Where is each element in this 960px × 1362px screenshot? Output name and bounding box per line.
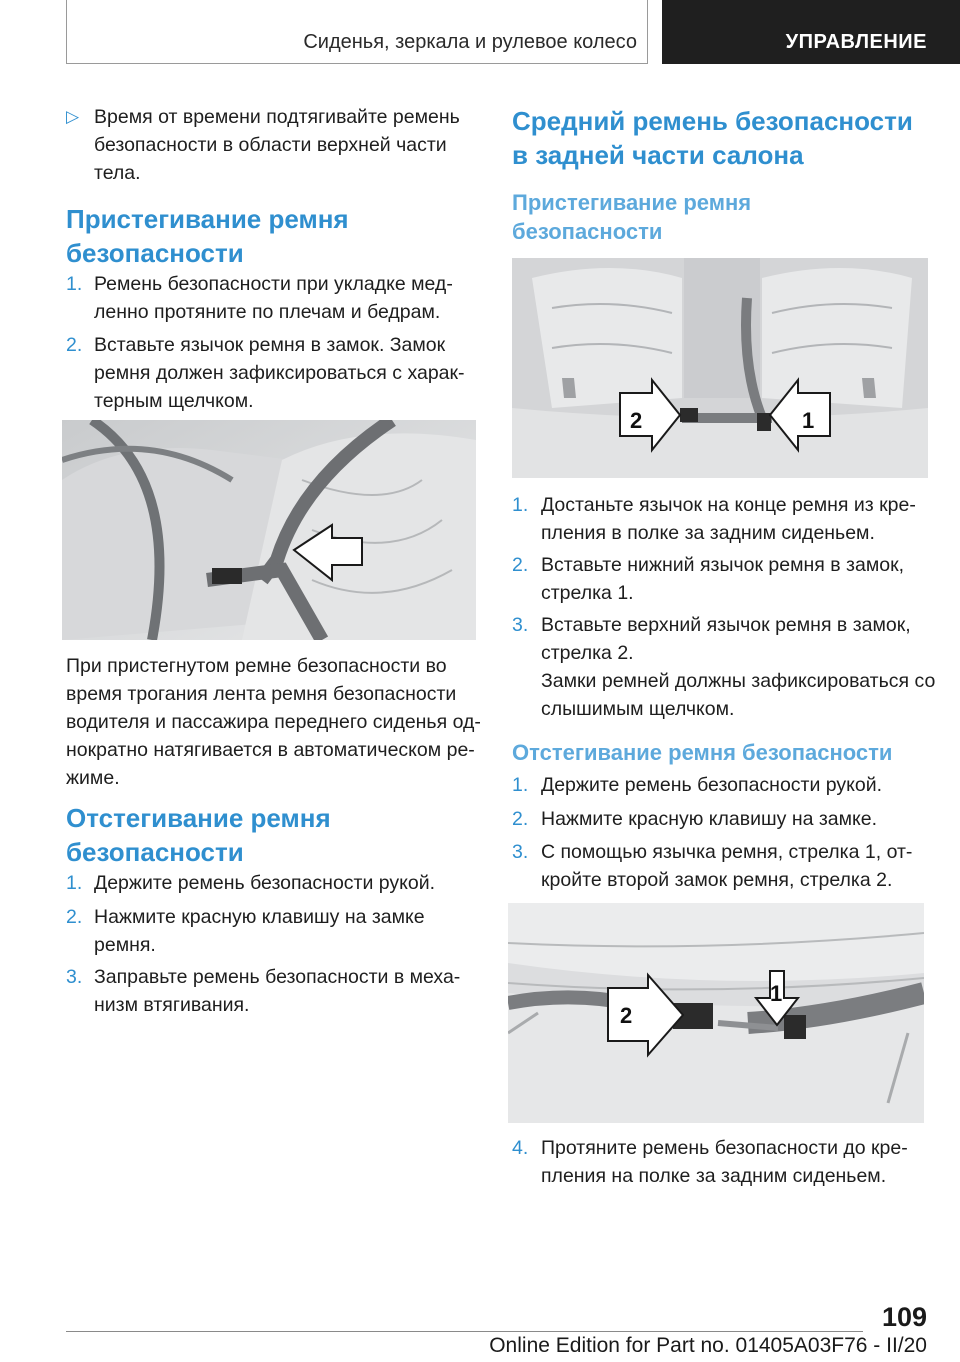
step-text: стрелка 2. [541, 642, 634, 664]
paragraph-line: нократно натягивается в автоматическом ре- [66, 739, 475, 761]
step-number: 2. [512, 808, 529, 830]
step-text: ремня. [94, 934, 156, 956]
rear-belt-heading-line-1: Средний ремень безопасности [512, 106, 913, 136]
tip-text-line-3: тела. [94, 162, 141, 184]
fig-arrow-label-1: 1 [802, 408, 815, 433]
rear-middle-belt-illustration [512, 258, 928, 478]
step-number: 3. [512, 841, 529, 863]
step-number: 4. [512, 1137, 529, 1159]
step-number: 1. [66, 872, 83, 894]
step-text: кройте второй замок ремня, стрелка 2. [541, 869, 893, 891]
header-chapter-title: УПРАВЛЕНИЕ [785, 31, 927, 53]
step-text: низм втягивания. [94, 994, 250, 1016]
step-text: Заправьте ремень безопасности в меха- [94, 966, 461, 988]
header-section-tab [66, 0, 648, 64]
header-section-title: Сиденья, зеркала и рулевое колесо [303, 31, 637, 53]
step-number: 1. [512, 774, 529, 796]
step-text: Держите ремень безопасности рукой. [94, 872, 436, 894]
footer-divider [66, 1331, 863, 1332]
rear-unfasten-heading: Отстегивание ремня безопасности [512, 740, 893, 765]
fasten-heading-line-1: Пристегивание ремня [66, 204, 349, 234]
fasten-heading-line-2: безопасности [66, 238, 244, 268]
fig-arrow-label-2: 2 [630, 408, 643, 433]
paragraph-line: При пристегнутом ремне безопасности во [66, 655, 447, 677]
header-chapter-tab [662, 0, 960, 64]
step-text: Протяните ремень безопасности до кре- [541, 1137, 908, 1159]
note-line: Замки ремней должны зафиксироваться со [541, 670, 936, 692]
tip-text-line-2: безопасности в области верхней части [94, 134, 447, 156]
step-number: 1. [512, 494, 529, 516]
step-number: 2. [512, 554, 529, 576]
step-text: ремня должен зафиксироваться с харак- [94, 362, 465, 384]
step-text: Вставьте язычок ремня в замок. Замок [94, 334, 446, 356]
rear-belt-heading-line-2: в задней части салона [512, 140, 804, 170]
step-text: пления на полке за задним сиденьем. [541, 1165, 887, 1187]
fig2-arrow-label-1: 1 [770, 981, 783, 1006]
step-number: 2. [66, 906, 83, 928]
page-number: 109 [881, 1302, 927, 1332]
step-text: Вставьте верхний язычок ремня в замок, [541, 614, 911, 636]
note-line: слышимым щелчком. [541, 698, 735, 720]
step-text: стрелка 1. [541, 582, 634, 604]
step-text: Ремень безопасности при укладке мед- [94, 273, 453, 295]
tip-triangle-icon: ▷ [66, 107, 80, 126]
paragraph-line: жиме. [66, 767, 120, 789]
step-number: 2. [66, 334, 83, 356]
step-number: 3. [66, 966, 83, 988]
step-text: Нажмите красную клавишу на замке [94, 906, 425, 928]
tip-text-line-1: Время от времени подтягивайте ремень [94, 106, 460, 128]
step-text: С помощью язычка ремня, стрелка 1, от- [541, 841, 913, 863]
fig2-arrow-label-2: 2 [620, 1003, 633, 1028]
unfasten-heading-line-2: безопасности [66, 837, 244, 867]
step-text: пления в полке за задним сиденьем. [541, 522, 875, 544]
step-text: Достаньте язычок на конце ремня из кре- [541, 494, 916, 516]
paragraph-line: время трогания лента ремня безопасности [66, 683, 457, 705]
step-text: Нажмите красную клавишу на замке. [541, 808, 878, 830]
step-text: ленно протяните по плечам и бедрам. [94, 301, 441, 323]
rear-fasten-heading-line-2: безопасности [512, 219, 663, 244]
unfasten-heading-line-1: Отстегивание ремня [66, 803, 331, 833]
rear-belt-unfasten-illustration [508, 903, 924, 1123]
step-number: 3. [512, 614, 529, 636]
step-text: терным щелчком. [94, 390, 254, 412]
front-seat-belt-illustration [62, 420, 476, 640]
paragraph-line: водителя и пассажира переднего сиденья од- [66, 711, 481, 733]
rear-fasten-heading-line-1: Пристегивание ремня [512, 190, 752, 215]
step-text: Вставьте нижний язычок ремня в замок, [541, 554, 905, 576]
footer-edition: Online Edition for Part no. 01405A03F76 - II/20 [489, 1334, 927, 1357]
step-text: Держите ремень безопасности рукой. [541, 774, 883, 796]
step-number: 1. [66, 273, 83, 295]
